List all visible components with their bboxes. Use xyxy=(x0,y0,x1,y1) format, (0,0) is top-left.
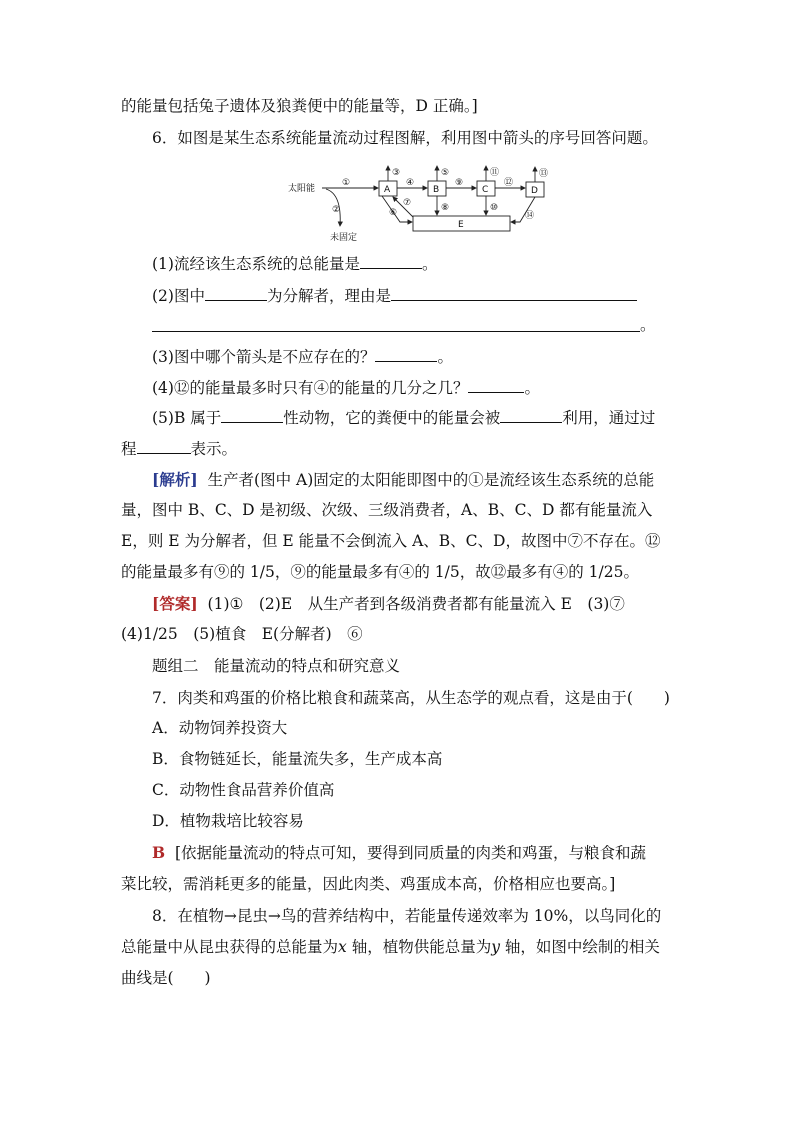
analysis-line-2: 量，图中 B、C、D 是初级、次级、三级消费者，A、B、C、D 都有能量流入 xyxy=(121,501,653,519)
analysis-line-4: 的能量最多有⑨的 1/5，⑨的能量最多有④的 1/5，故⑫最多有④的 1/25。 xyxy=(121,563,639,581)
answer-blank[interactable] xyxy=(391,285,637,301)
arrow-6-label: ⑥ xyxy=(389,208,398,218)
arrow-11-label: ⑪ xyxy=(490,168,500,178)
answer-blank[interactable] xyxy=(221,407,283,423)
sun-label: 太阳能 xyxy=(288,184,316,194)
question-6-part-4: (4)⑫的能量最多时只有④的能量的几分之几？ 。 xyxy=(152,379,540,397)
energy-flow-diagram xyxy=(282,160,552,242)
question-6-stem: 6．如图是某生态系统能量流动过程图解，利用图中箭头的序号回答问题。 xyxy=(152,129,658,147)
text-line-1: 的能量包括兔子遗体及狼粪便中的能量等，D 正确。] xyxy=(121,97,478,115)
analysis-line-3: E，则 E 为分解者，但 E 能量不会倒流入 A、B、C、D，故图中⑦不存在。⑫ xyxy=(121,532,661,550)
box-a-label: A xyxy=(384,185,391,195)
question-8-line-3: 曲线是( ) xyxy=(121,969,211,987)
section-heading-group-2: 题组二 能量流动的特点和研究意义 xyxy=(152,657,401,675)
answer-blank[interactable] xyxy=(500,407,562,423)
question-6-part-2: (2)图中 为分解者，理由是 xyxy=(152,285,637,306)
question-6-part-3: (3)图中哪个箭头是不应存在的？ 。 xyxy=(152,348,453,366)
question-6-part-5: (5)B 属于 性动物，它的粪便中的能量会被 利用，通过过 xyxy=(152,409,656,427)
arrow-10-label: ⑩ xyxy=(490,203,499,213)
answer-blank[interactable] xyxy=(360,253,422,269)
question-7-stem: 7．肉类和鸡蛋的价格比粮食和蔬菜高，从生态学的观点看，这是由于( ) xyxy=(152,689,670,707)
question-6-part-1: (1)流经该生态系统的总能量是 。 xyxy=(152,255,438,273)
question-7-option-b[interactable]: B．食物链延长，能量流失多，生产成本高 xyxy=(152,750,443,768)
analysis-line-1: [解析] 生产者(图中 A)固定的太阳能即图中的①是流经该生态系统的总能 xyxy=(152,470,655,489)
arrow-3-label: ③ xyxy=(392,168,401,178)
question-6-part-2-end: 。 xyxy=(640,316,656,334)
arrow-8-label: ⑧ xyxy=(441,203,450,213)
answer-blank[interactable] xyxy=(205,285,267,301)
box-d-label: D xyxy=(531,186,538,196)
answer-line-2: (4)1/25 (5)植食 E(分解者) ⑥ xyxy=(121,625,363,643)
question-7-option-a[interactable]: A．动物饲养投资大 xyxy=(152,719,288,737)
box-e-label: E xyxy=(458,220,464,230)
analysis-tag: [解析] xyxy=(152,470,198,489)
arrow-4-label: ④ xyxy=(406,178,415,188)
arrow-13-label: ⑬ xyxy=(539,169,549,179)
arrow-14-label: ⑭ xyxy=(525,211,535,221)
question-8-line-2: 总能量中从昆虫获得的总能量为x 轴，植物供能总量为y 轴，如图中绘制的相关 xyxy=(121,938,660,956)
question-6-part-5-cont: 程 表示。 xyxy=(121,440,238,458)
question-7-option-d[interactable]: D．植物栽培比较容易 xyxy=(152,812,304,830)
box-b-label: B xyxy=(433,185,440,195)
answer-blank[interactable] xyxy=(375,346,437,362)
arrow-9-label: ⑨ xyxy=(455,178,464,188)
answer-blank[interactable] xyxy=(468,377,524,393)
arrow-5-label: ⑤ xyxy=(441,168,450,178)
question-7-option-c[interactable]: C．动物性食品营养价值高 xyxy=(152,781,335,799)
unfixed-label: 未固定 xyxy=(330,233,358,242)
arrow-12-label: ⑫ xyxy=(504,178,514,188)
box-c-label: C xyxy=(482,185,489,195)
question-7-explanation-2: 菜比较，需消耗更多的能量，因此肉类、鸡蛋成本高，价格相应也要高。] xyxy=(121,875,616,893)
answer-tag: [答案] xyxy=(152,594,198,613)
question-8-line-1: 8．在植物→昆虫→鸟的营养结构中，若能量传递效率为 10%，以鸟同化的 xyxy=(152,907,662,925)
answer-line-1: [答案] (1)① (2)E 从生产者到各级消费者都有能量流入 E (3)⑦ xyxy=(152,594,625,613)
arrow-1-label: ① xyxy=(342,178,351,188)
arrow-2-label: ② xyxy=(332,205,341,215)
question-7-answer: B xyxy=(152,843,166,862)
arrow-7-label: ⑦ xyxy=(403,198,412,208)
answer-blank[interactable] xyxy=(137,438,191,454)
question-7-explanation-1: B [依据能量流动的特点可知，要得到同质量的肉类和鸡蛋，与粮食和蔬 xyxy=(152,843,647,862)
answer-blank-full-line[interactable] xyxy=(152,331,640,332)
